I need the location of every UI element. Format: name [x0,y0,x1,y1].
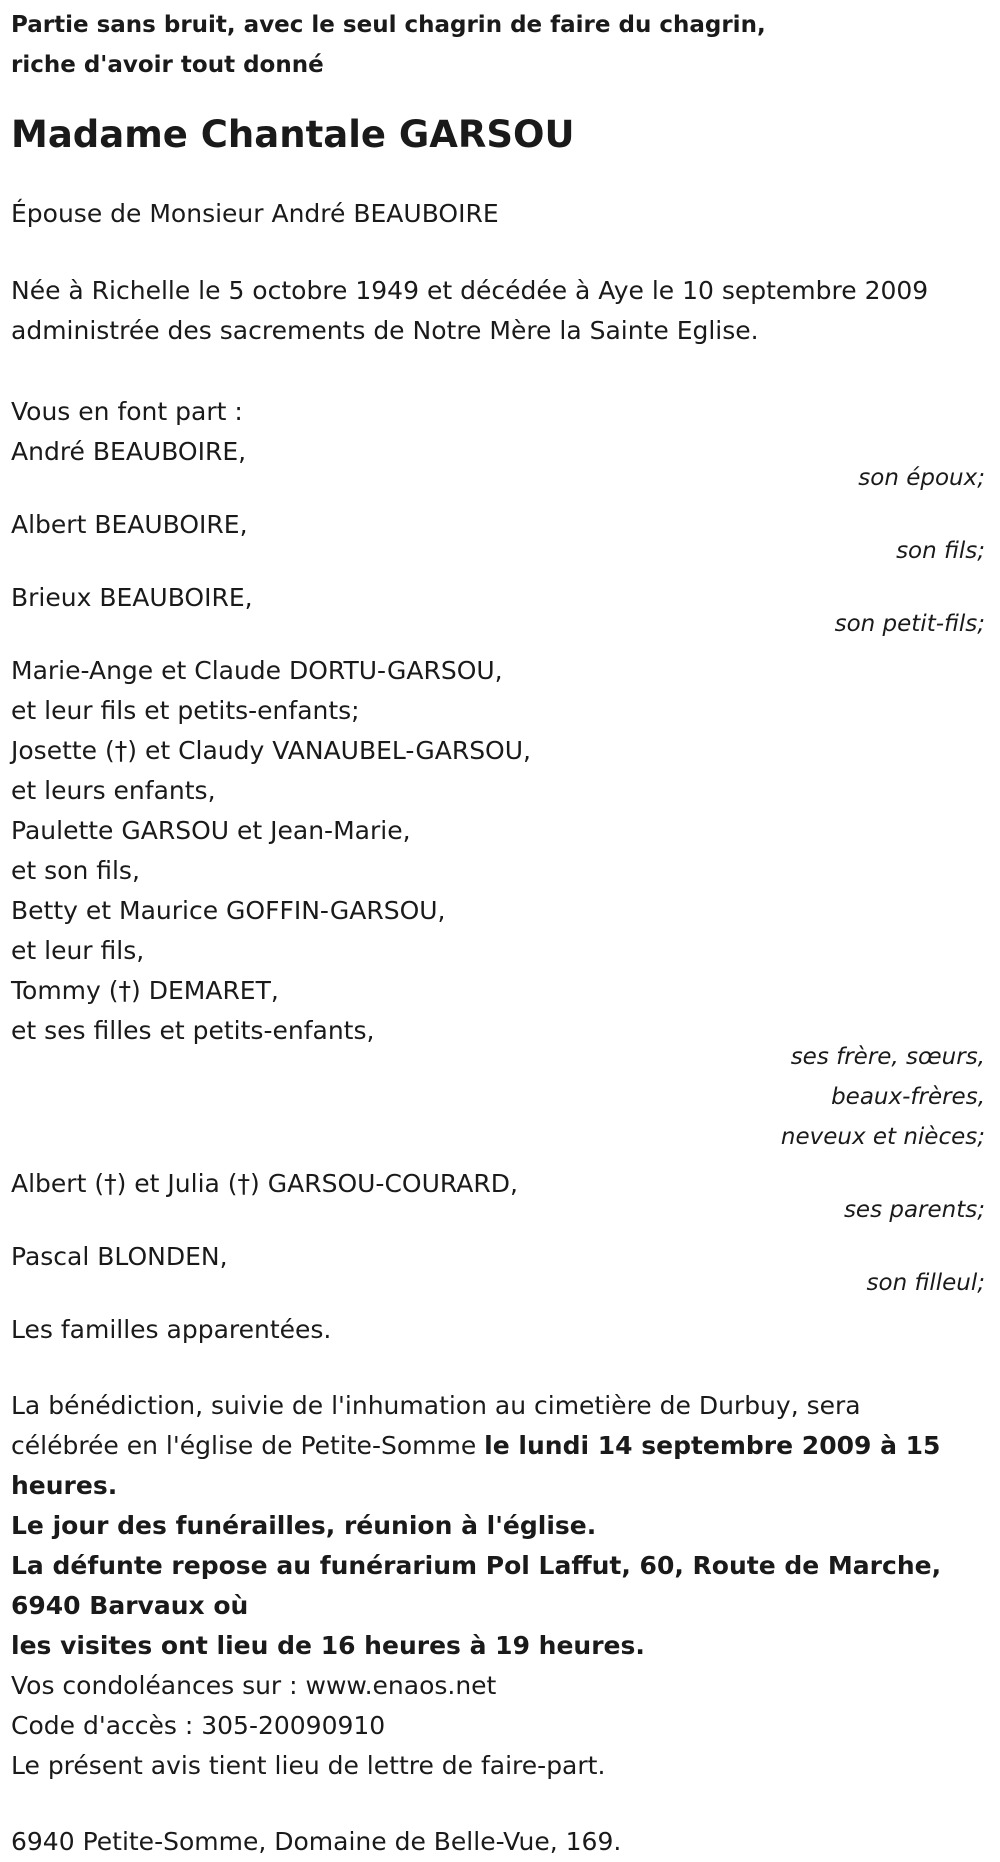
birth-death [11,271,986,351]
godson-relation: son filleul; [866,1270,985,1296]
family-entry [11,505,986,571]
ceremony-line [11,1426,986,1466]
sibling-line: et son fils, [11,856,140,885]
ceremony-date: le lundi 14 septembre 2009 à 15 [484,1431,941,1460]
sibling-line: Josette (†) et Claudy VANAUBEL-GARSOU, [11,736,531,765]
obituary [11,0,986,1862]
sibling-line: Betty et Maurice GOFFIN-GARSOU, [11,896,446,925]
siblings-relation: beaux-frères, [831,1084,985,1110]
family-relation: son époux; [858,465,985,491]
family-entry [11,432,986,498]
spouse-line: Épouse de Monsieur André BEAUBOIRE [11,199,499,228]
sibling-line: et leurs enfants, [11,776,216,805]
family-name: André BEAUBOIRE, [11,437,247,466]
epitaph-line: riche d'avoir tout donné [11,52,324,78]
sibling-line: et leur fils et petits-enfants; [11,696,360,725]
sibling-line: Tommy (†) DEMARET, [11,976,279,1005]
family-name: Brieux BEAUBOIRE, [11,583,253,612]
condolences-line: Vos condoléances sur : www.enaos.net [11,1671,497,1700]
parents-entry [11,1164,986,1230]
meeting-line: Le jour des funérailles, réunion à l'église. [11,1511,597,1540]
family-relation: son petit-fils; [834,611,985,637]
siblings-block [11,651,986,1157]
announce-label: Vous en font part : [11,397,243,426]
godson-entry [11,1237,986,1303]
visits-line: les visites ont lieu de 16 heures à 19 heures. [11,1631,645,1660]
funeral-home-line: La défunte repose au funérarium Pol Laffut, 60, Route de Marche, [11,1551,942,1580]
epitaph [11,5,986,85]
sibling-line: Marie-Ange et Claude DORTU-GARSOU, [11,656,503,685]
ceremony-line: La bénédiction, suivie de l'inhumation au cimetière de Durbuy, sera [11,1391,861,1420]
access-code-line: Code d'accès : 305-20090910 [11,1711,386,1740]
ceremony-church: célébrée en l'église de Petite-Somme [11,1431,485,1460]
sibling-line: Paulette GARSOU et Jean-Marie, [11,816,411,845]
sibling-line: et leur fils, [11,936,145,965]
godson-name: Pascal BLONDEN, [11,1242,228,1271]
families-line: Les familles apparentées. [11,1315,332,1344]
birth-death-line: Née à Richelle le 5 octobre 1949 et décédée à Aye le 10 septembre 2009 [11,276,929,305]
family-entry [11,578,986,644]
epitaph-line: Partie sans bruit, avec le seul chagrin de faire du chagrin, [11,12,766,38]
ceremony-block [11,1386,986,1786]
parents-name: Albert (†) et Julia (†) GARSOU-COURARD, [11,1169,518,1198]
ceremony-hour: heures. [11,1471,118,1500]
family-relation: son fils; [896,538,985,564]
sibling-line: et ses filles et petits-enfants, [11,1016,375,1045]
deceased-name: Madame Chantale GARSOU [11,113,575,156]
siblings-relation: neveux et nièces; [780,1124,985,1150]
address-line: 6940 Petite-Somme, Domaine de Belle-Vue, 169. [11,1827,622,1856]
funeral-home-city: 6940 Barvaux où [11,1591,249,1620]
notice-line: Le présent avis tient lieu de lettre de faire-part. [11,1751,606,1780]
family-name: Albert BEAUBOIRE, [11,510,248,539]
sacraments-line: administrée des sacrements de Notre Mère la Sainte Eglise. [11,316,759,345]
siblings-relation: ses frère, sœurs, [790,1044,985,1070]
parents-relation: ses parents; [843,1197,985,1223]
